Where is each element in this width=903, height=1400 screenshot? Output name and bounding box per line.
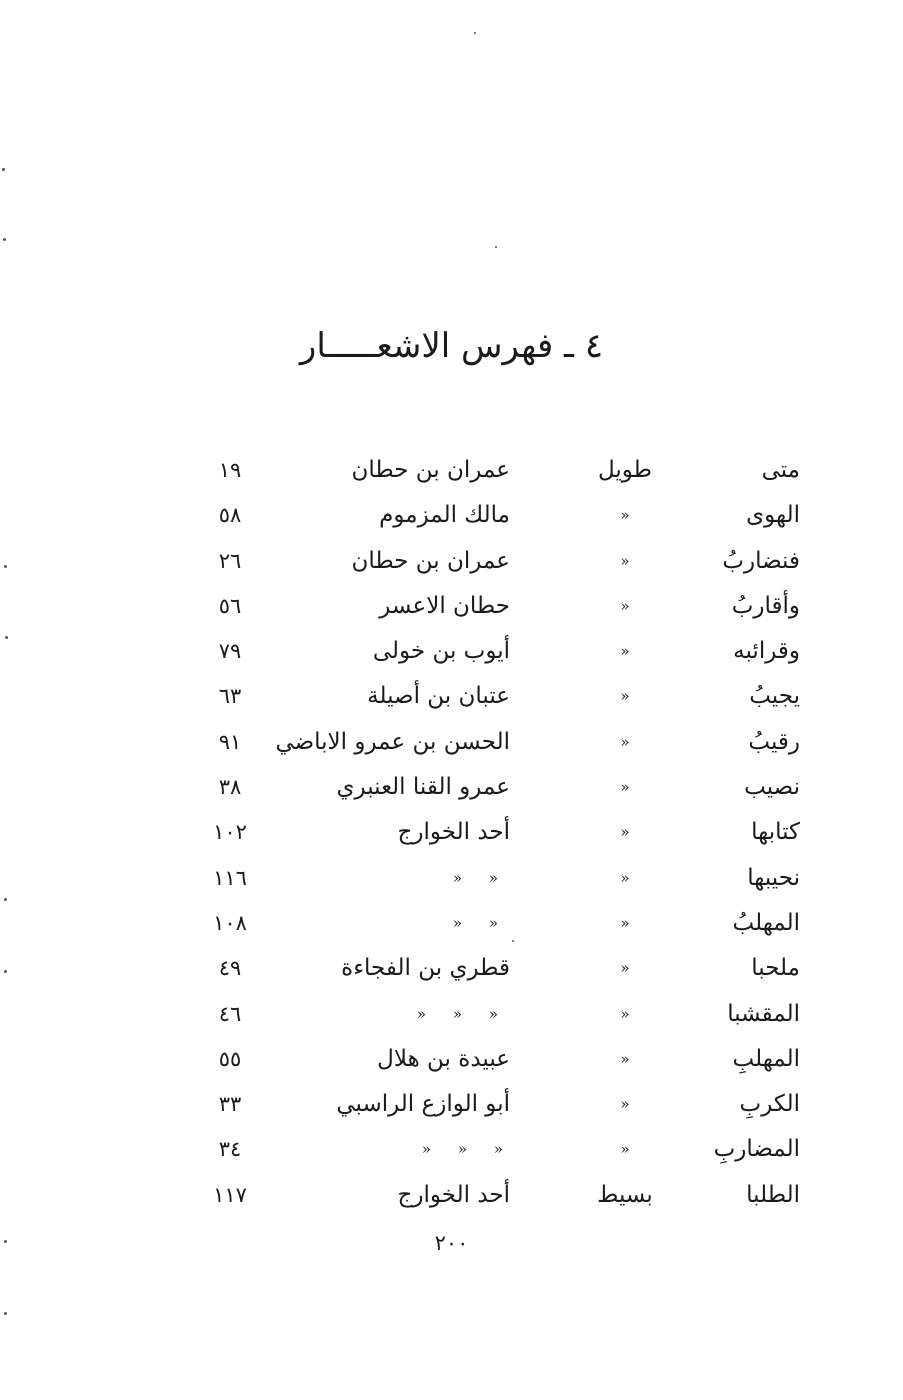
table-row xyxy=(0,856,903,901)
table-row xyxy=(0,1082,903,1127)
rhyme-word: الطلبا xyxy=(746,1181,800,1208)
page-ref: ٤٦ xyxy=(218,1001,242,1026)
table-row xyxy=(0,1127,903,1172)
table-row xyxy=(0,493,903,538)
scan-speck xyxy=(512,940,514,942)
page-ref: ١٠٢ xyxy=(213,820,247,845)
rhyme-word: كتابها xyxy=(751,819,800,846)
scan-speck xyxy=(4,1312,7,1315)
meter-cell: « xyxy=(620,913,630,932)
rhyme-word: نصيب xyxy=(744,774,800,801)
poet-cell: قطري بن الفجاءة xyxy=(341,955,510,982)
poet-cell: أيوب بن خولى xyxy=(372,638,510,665)
meter-cell: « xyxy=(620,506,630,525)
poet-cell: عمران بن حطان xyxy=(351,547,510,574)
rhyme-word: متى xyxy=(761,457,800,483)
scan-speck xyxy=(4,565,7,568)
poet-cell: عبيدة بن هلال xyxy=(377,1045,510,1072)
poet-cell: « « xyxy=(452,913,498,932)
page-ref: ٣٣ xyxy=(218,1092,242,1117)
table-row xyxy=(0,810,903,855)
rhyme-word: نحيبها xyxy=(747,864,800,891)
page-ref: ٥٥ xyxy=(218,1046,242,1071)
meter-cell: « xyxy=(620,642,630,661)
table-row xyxy=(0,539,903,584)
page-ref: ٦٣ xyxy=(218,684,242,709)
page-ref: ١١٧ xyxy=(213,1182,247,1207)
poet-cell: عتبان بن أصيلة xyxy=(367,683,510,710)
rhyme-word: وقرائبه xyxy=(733,638,800,665)
meter-cell: « xyxy=(620,551,630,570)
page-ref: ٥٨ xyxy=(218,503,242,528)
poet-cell: « « xyxy=(452,868,498,887)
page-ref: ٢٦ xyxy=(218,548,242,573)
table-row xyxy=(0,765,903,810)
meter-cell: « xyxy=(620,1004,630,1023)
table-row xyxy=(0,674,903,719)
page-ref: ٩١ xyxy=(218,729,242,754)
meter-cell: « xyxy=(620,687,630,706)
meter-cell: « xyxy=(620,1095,630,1114)
rhyme-word: ملحبا xyxy=(751,955,800,982)
rhyme-word: المهلبُ xyxy=(732,909,800,936)
rhyme-word: رقيبُ xyxy=(748,728,800,755)
scan-speck xyxy=(495,246,497,248)
rhyme-word: الكربِ xyxy=(739,1091,800,1118)
poet-cell: عمران بن حطان xyxy=(351,457,510,483)
scan-speck xyxy=(5,636,8,639)
table-row xyxy=(0,1037,903,1082)
table-row xyxy=(0,992,903,1037)
poet-cell: « « « xyxy=(421,1140,503,1159)
page-ref: ١٠٨ xyxy=(213,910,247,935)
table-row xyxy=(0,584,903,629)
table-row xyxy=(0,1173,903,1218)
page-ref: ٣٤ xyxy=(218,1137,242,1162)
table-row xyxy=(0,629,903,674)
page-number: ٢٠٠ xyxy=(434,1231,469,1255)
rhyme-word: الهوى xyxy=(746,502,800,529)
meter-cell: « xyxy=(620,1049,630,1068)
poet-cell: حطان الاعسر xyxy=(379,592,510,619)
meter-cell: « xyxy=(620,732,630,751)
scan-speck xyxy=(474,32,476,34)
scan-speck xyxy=(4,898,7,901)
rhyme-word: المضاربِ xyxy=(713,1136,800,1163)
poet-cell: مالك المزموم xyxy=(379,502,510,529)
page-ref: ٤٩ xyxy=(218,956,242,981)
meter-cell: طويل xyxy=(597,457,652,483)
page-ref: ١١٦ xyxy=(213,865,247,890)
poet-cell: الحسن بن عمرو الاباضي xyxy=(275,728,510,755)
meter-cell: « xyxy=(620,778,630,797)
page-ref: ٧٩ xyxy=(218,639,242,664)
meter-cell: « xyxy=(620,1140,630,1159)
poet-cell: عمرو القنا العنبري xyxy=(336,774,510,801)
poet-cell: أحد الخوارج xyxy=(397,1181,510,1208)
rhyme-word: المقشبا xyxy=(727,1000,800,1027)
scan-speck xyxy=(4,1240,7,1243)
scan-speck xyxy=(4,970,7,973)
scan-speck xyxy=(3,238,6,241)
meter-cell: « xyxy=(620,868,630,887)
poet-cell: أحد الخوارج xyxy=(397,819,510,846)
page-title: ٤ ـ فهرس الاشعـــــار xyxy=(299,326,604,366)
page-ref: ٣٨ xyxy=(218,775,242,800)
meter-cell: بسيط xyxy=(597,1181,653,1208)
poetry-index-table xyxy=(0,448,903,1218)
scan-speck xyxy=(2,168,5,171)
page-ref: ٥٦ xyxy=(218,593,242,618)
poet-cell: « « « xyxy=(416,1004,498,1023)
rhyme-word: فنضاربُ xyxy=(722,547,800,574)
rhyme-word: المهلبِ xyxy=(732,1045,800,1072)
table-row xyxy=(0,946,903,991)
meter-cell: « xyxy=(620,596,630,615)
meter-cell: « xyxy=(620,959,630,978)
table-row xyxy=(0,720,903,765)
table-row xyxy=(0,448,903,493)
rhyme-word: يجيبُ xyxy=(749,683,800,710)
poet-cell: أبو الوازع الراسبي xyxy=(336,1091,510,1118)
page-ref: ١٩ xyxy=(218,458,242,482)
rhyme-word: وأقاربُ xyxy=(731,592,800,619)
table-row xyxy=(0,901,903,946)
meter-cell: « xyxy=(620,823,630,842)
